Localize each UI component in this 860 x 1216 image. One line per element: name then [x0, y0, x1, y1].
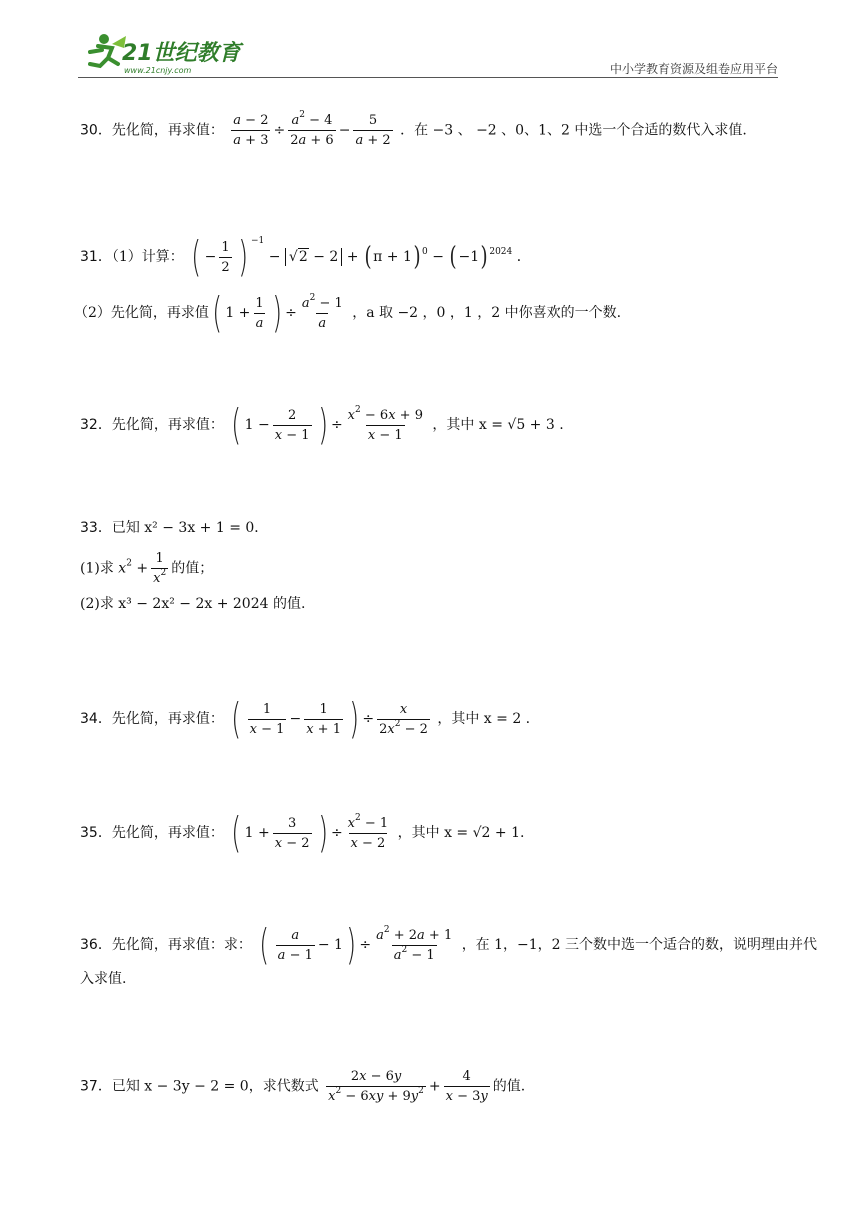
- problem-tail: ，其中 x = √5 + 3 .: [432, 417, 564, 433]
- subquestion-text: (2)求 x³ − 2x² − 2x + 2024 的值.: [80, 596, 306, 612]
- problem-lead: （1）计算：: [111, 249, 184, 265]
- fraction: $\frac{2x - 6y}{x^2 - 6xy + 9y^2}$: [328, 1069, 424, 1104]
- problem-31-part1: 31．（1）计算： ( − $\frac{1}{2}$ ) $^{-1}$ − √2 − 2 + ( π + 1) $^0$ − ( −1) $^{2024}$ ．: [80, 232, 531, 281]
- subquestion-tail: 的值；: [171, 560, 214, 577]
- problem-lead: （2）先化简，再求值: [74, 305, 209, 321]
- problem-36-continued: 入求值.: [80, 971, 127, 987]
- problem-number: 34．: [80, 711, 112, 727]
- page-header: [78, 30, 778, 78]
- problem-34: 34．先化简，再求值： ( $\frac{1}{x - 1}$ − $\frac{1}{x + 1}$ ) ÷ $\frac{x}{2x^2 - 2}$ ，其中 x = 2 .: [80, 694, 531, 743]
- problem-tail: ，其中 x = √2 + 1.: [397, 825, 525, 841]
- problem-number: 30．: [80, 122, 112, 139]
- problem-lead: 已知 x² − 3x + 1 = 0．: [111, 520, 269, 536]
- fraction: $\frac{1}{x + 1}$: [306, 701, 341, 737]
- problem-35: 35．先化简，再求值： ( 1 + $\frac{3}{x - 2}$ ) ÷ $\frac{x^2 - 1}{x - 2}$ ，其中 x = √2 + 1.: [80, 808, 525, 857]
- fraction: $\frac{a^2 - 4}{2a + 6}$: [290, 110, 334, 148]
- fraction: $\frac{4}{x - 3y}$: [445, 1069, 488, 1104]
- fraction: $\frac{5}{a + 2}$: [355, 113, 391, 148]
- problem-tail: ，在 1，−1，2 三个数中选一个适合的数，说明理由并代: [461, 937, 818, 953]
- svg-text:www.21cnjy.com: www.21cnjy.com: [124, 66, 192, 75]
- problem-number: 35．: [80, 825, 112, 841]
- subquestion-label: (1)求: [80, 560, 114, 577]
- problem-lead: 先化简，再求值：求：: [111, 937, 252, 953]
- fraction: $\frac{a - 2}{a + 3}$: [233, 113, 269, 148]
- logo-21cnjy: [78, 30, 248, 76]
- problem-number: 31．: [80, 249, 112, 265]
- header-rule: [78, 77, 778, 78]
- fraction: $\frac{1}{2}$: [221, 239, 230, 275]
- problem-tail: ，其中 x = 2 .: [437, 711, 531, 727]
- problem-36: 36．先化简，再求值：求： ( $\frac{a}{a - 1}$ − 1) ÷ $\frac{a^2 + 2a + 1}{a^2 - 1}$ ，在 1，−1，2 三个数中选一个适合的数，说明理由并代: [80, 920, 818, 969]
- fraction: $\frac{x^2 - 6x + 9}{x - 1}$: [347, 404, 423, 443]
- problem-32: 32．先化简，再求值： ( 1 − $\frac{2}{x - 1}$ ) ÷ $\frac{x^2 - 6x + 9}{x - 1}$ ，其中 x = √5 + 3 .: [80, 400, 564, 449]
- problem-33-sub1: (1)求 $x^2$ + $\frac{1}{x^2}$ 的值；: [80, 551, 214, 586]
- problem-lead: 已知 x − 3y − 2 = 0，求代数式: [111, 1078, 319, 1095]
- problem-tail: 的值.: [492, 1078, 526, 1095]
- fraction: $\frac{1}{x - 1}$: [249, 701, 285, 737]
- fraction: $\frac{a}{a - 1}$: [277, 927, 313, 963]
- fraction: $\frac{1}{x^2}$: [153, 551, 167, 586]
- problem-30: 30．先化简，再求值： $\frac{a - 2}{a + 3}$ ÷ $\frac{a^2 - 4}{2a + 6}$ − $\frac{5}{a + 2}$ ．在 −3 、 −2 、0、1、2 中选一个合适的数代入求值.: [80, 110, 747, 148]
- fraction: $\frac{2}{x - 1}$: [274, 407, 310, 443]
- problem-37: 37．已知 x − 3y − 2 = 0，求代数式 $\frac{2x - 6y}{x^2 - 6xy + 9y^2}$ + $\frac{4}{x - 3y}$ 的值.: [80, 1069, 526, 1104]
- site-name: 中小学教育资源及组卷应用平台: [609, 62, 778, 76]
- svg-text:21世纪教育: 21世纪教育: [122, 41, 241, 66]
- problem-31-part2: （2）先化简，再求值( 1 + $\frac{1}{a}$ ) ÷ $\frac{a^2 - 1}{a}$ ，a 取 −2 ，0 ，1 ，2 中你喜欢的一个数.: [74, 288, 622, 337]
- fraction: $\frac{1}{a}$: [255, 295, 264, 331]
- problem-number: 36．: [80, 937, 112, 953]
- problem-tail: ，a 取 −2 ，0 ，1 ，2 中你喜欢的一个数.: [352, 305, 622, 321]
- problem-number: 32．: [80, 417, 112, 433]
- fraction: $\frac{a^2 - 1}{a}$: [301, 292, 343, 331]
- problem-lead: 先化简，再求值：: [111, 417, 224, 433]
- fraction: $\frac{3}{x - 2}$: [274, 815, 310, 851]
- absolute-value: √2 − 2: [285, 248, 342, 266]
- fraction: $\frac{a^2 + 2a + 1}{a^2 - 1}$: [376, 924, 453, 963]
- problem-number: 37．: [80, 1078, 112, 1095]
- problem-lead: 先化简，再求值：: [111, 825, 224, 841]
- problem-33: [80, 516, 268, 540]
- problem-tail: ．: [516, 249, 531, 265]
- fraction: $\frac{x}{2x^2 - 2}$: [379, 701, 428, 737]
- problem-tail: ．在 −3 、 −2 、0、1、2 中选一个合适的数代入求值.: [400, 122, 747, 139]
- problem-33-sub2: [80, 592, 305, 616]
- problem-number: 33．: [80, 520, 112, 536]
- problem-lead: 先化简，再求值：: [111, 711, 224, 727]
- problem-lead: 先化简，再求值：: [111, 122, 224, 139]
- fraction: $\frac{x^2 - 1}{x - 2}$: [347, 812, 389, 851]
